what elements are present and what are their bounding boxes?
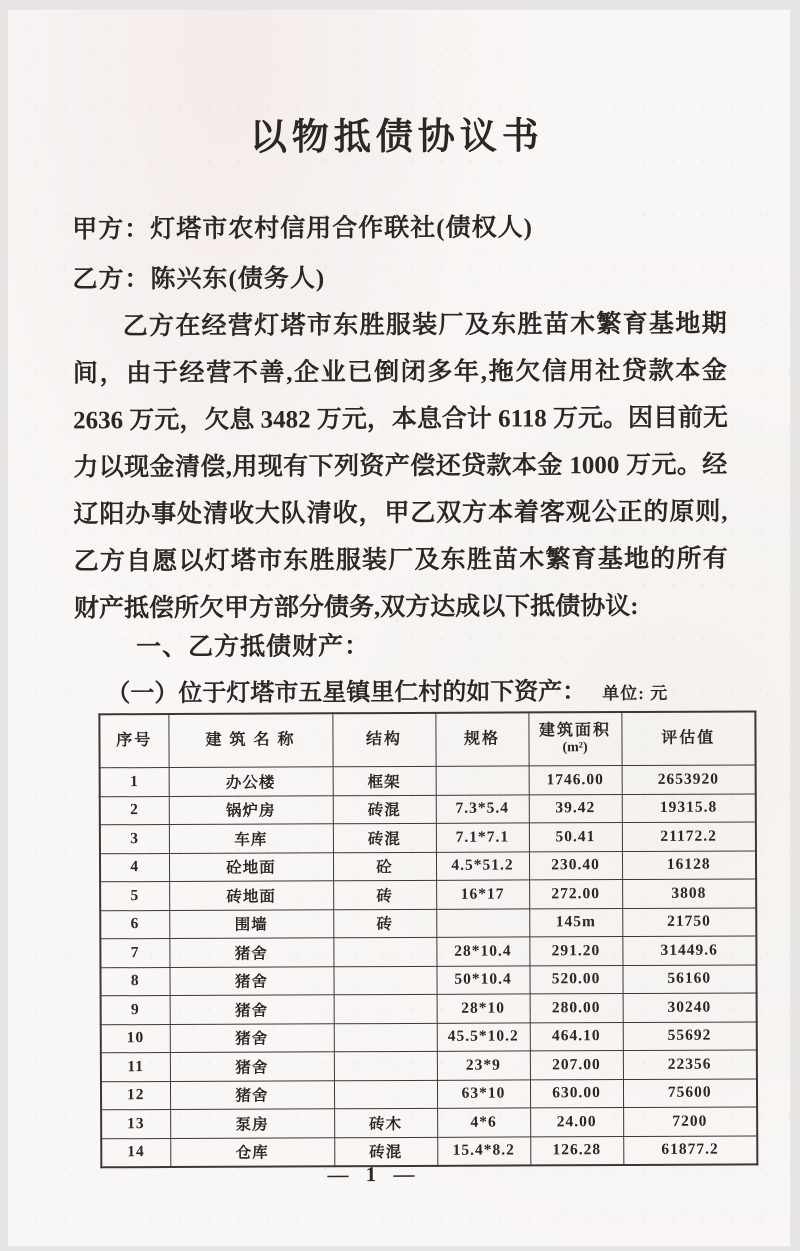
- table-cell: 45.5*10.2: [437, 1022, 530, 1051]
- table-cell: 16*17: [436, 880, 529, 909]
- table-row: [100, 964, 756, 995]
- assets-table: [98, 710, 758, 1168]
- table-cell: 猪舍: [170, 1023, 334, 1052]
- table-cell: 21172.2: [622, 822, 756, 851]
- table-cell: 56160: [622, 964, 756, 993]
- table-cell: 3: [100, 825, 169, 854]
- table-cell: [333, 937, 436, 966]
- subsection-heading: （一）位于灯塔市五星镇里仁村的如下资产：: [106, 679, 587, 708]
- table-cell: 砼地面: [169, 852, 333, 881]
- table-header-cell: 规格: [435, 712, 528, 766]
- table-cell: 锅炉房: [169, 795, 333, 824]
- table-cell: 31449.6: [622, 936, 756, 965]
- table-cell: 28*10.4: [436, 937, 529, 966]
- table-row: [101, 993, 757, 1024]
- table-cell: 464.10: [530, 1022, 623, 1051]
- table-cell: 猪舍: [169, 966, 333, 995]
- paragraph-line: 力以现金清偿,用现有下列资产偿还贷款本金 1000 万元。经: [73, 451, 728, 482]
- table-row: [100, 850, 756, 881]
- table-cell: 3808: [622, 879, 756, 908]
- table-row: [101, 1078, 757, 1109]
- table-cell: [436, 766, 529, 795]
- table-cell: 145m: [529, 908, 622, 937]
- table-row: [101, 1050, 757, 1081]
- scanned-page: [8, 10, 790, 1246]
- table-cell: 11: [101, 1053, 170, 1082]
- table-cell: 63*10: [437, 1079, 530, 1108]
- paragraph-line: 乙方在经营灯塔市东胜服装厂及东胜苗木繁育基地期: [122, 310, 727, 341]
- table-cell: 50*10.4: [436, 965, 529, 994]
- table-cell: 2: [100, 796, 169, 825]
- table-cell: 砼: [333, 852, 436, 881]
- table-row: [100, 936, 756, 967]
- table-cell: [334, 1023, 437, 1052]
- table-cell: 砖混: [334, 1137, 437, 1166]
- table-cell: 16128: [622, 850, 756, 879]
- table-cell: [334, 994, 437, 1023]
- paragraph-line: 辽阳办事处清收大队清收，甲乙双方本着客观公正的原则,: [73, 498, 728, 529]
- subsection-row: [106, 671, 728, 709]
- table-cell: 砖混: [333, 795, 436, 824]
- table-cell: 围墙: [169, 909, 333, 938]
- table-header-cell: 评估值: [621, 711, 755, 765]
- unit-label: 单位: 元: [602, 683, 669, 704]
- paragraph-line: 间，由于经营不善,企业已倒闭多年,拖欠信用社贷款本金: [72, 357, 727, 388]
- table-cell: 21750: [622, 907, 756, 936]
- table-cell: 520.00: [529, 965, 622, 994]
- table-cell: [334, 1080, 437, 1109]
- table-cell: 272.00: [529, 880, 622, 909]
- table-cell: 砖混: [333, 823, 436, 852]
- table-cell: [436, 908, 529, 937]
- table-cell: 15.4*8.2: [437, 1136, 530, 1165]
- table-cell: 框架: [333, 766, 436, 795]
- table-cell: 23*9: [437, 1051, 530, 1080]
- table-cell: 4.5*51.2: [436, 851, 529, 880]
- table-row: [100, 793, 756, 824]
- table-cell: 50.41: [529, 823, 622, 852]
- table-row: [101, 1107, 757, 1138]
- paragraph-line: 财产抵偿所欠甲方部分债务,双方达成以下抵债协议:: [73, 592, 639, 623]
- table-row: [100, 879, 756, 910]
- party-b-line: 乙方：陈兴东(债务人): [72, 265, 326, 294]
- table-cell: 24.00: [530, 1108, 623, 1137]
- table-cell: 14: [101, 1138, 170, 1167]
- table-cell: 仓库: [170, 1137, 334, 1167]
- table-header-cell: 序号: [99, 714, 168, 768]
- party-a-line: 甲方：灯塔市农村信用合作联社(债权人): [72, 214, 533, 244]
- table-cell: 207.00: [530, 1051, 623, 1080]
- table-cell: 75600: [623, 1078, 757, 1107]
- table-cell: 砖: [333, 880, 436, 909]
- table-cell: 8: [100, 967, 169, 996]
- table-header-row: [99, 711, 755, 767]
- table-cell: 12: [101, 1081, 170, 1110]
- table-cell: 2653920: [622, 765, 756, 794]
- table-cell: 61877.2: [623, 1135, 757, 1165]
- table-cell: [334, 1051, 437, 1080]
- paragraph-line: 2636 万元，欠息 3482 万元，本息合计 6118 万元。因目前无: [73, 404, 729, 435]
- table-cell: 1: [100, 768, 169, 797]
- table-cell: 砖: [333, 909, 436, 938]
- table-cell: 28*10: [437, 994, 530, 1023]
- table-cell: 630.00: [530, 1079, 623, 1108]
- table-cell: 126.28: [530, 1136, 623, 1165]
- table-cell: 7.1*7.1: [436, 823, 529, 852]
- table-row: [101, 1021, 757, 1052]
- table-cell: 6: [100, 910, 169, 939]
- table-cell: 猪舍: [170, 1080, 334, 1109]
- table-row: [100, 765, 756, 796]
- table-cell: 22356: [623, 1050, 757, 1079]
- table-cell: 30240: [623, 993, 757, 1022]
- table-cell: 猪舍: [170, 995, 334, 1024]
- table-cell: 39.42: [529, 794, 622, 823]
- table-cell: 猪舍: [169, 938, 333, 967]
- document-content: [5, 8, 792, 1247]
- table-cell: 291.20: [529, 937, 622, 966]
- body-paragraph: [73, 301, 728, 633]
- table-cell: 10: [101, 1024, 170, 1053]
- table-header-cell: 建筑面积 (m²): [528, 712, 621, 766]
- table-cell: 280.00: [530, 994, 623, 1023]
- section-heading: 一、乙方抵债财产：: [136, 633, 371, 662]
- table-cell: 19315.8: [622, 793, 756, 822]
- table-cell: 5: [100, 882, 169, 911]
- table-cell: 1746.00: [529, 766, 622, 795]
- table-cell: 4: [100, 853, 169, 882]
- table-cell: 车库: [169, 824, 333, 853]
- table-cell: 7200: [623, 1107, 757, 1136]
- table-cell: 泵房: [170, 1109, 334, 1138]
- table-cell: 13: [101, 1110, 170, 1139]
- paragraph-line: 乙方自愿以灯塔市东胜服装厂及东胜苗木繁育基地的所有: [73, 545, 728, 576]
- table-cell: 7.3*5.4: [436, 794, 529, 823]
- table-cell: 猪舍: [170, 1052, 334, 1081]
- table-cell: 55692: [623, 1021, 757, 1050]
- table-cell: 砖木: [334, 1108, 437, 1137]
- table-cell: 7: [100, 939, 169, 968]
- table-cell: 砖地面: [169, 881, 333, 910]
- table-cell: [333, 966, 436, 995]
- table-cell: 9: [101, 996, 170, 1025]
- table-row: [100, 907, 756, 938]
- table-cell: 230.40: [529, 851, 622, 880]
- document-title: 以物抵债协议书: [249, 116, 544, 159]
- table-cell: 4*6: [437, 1108, 530, 1137]
- table-header-cell: 结构: [332, 713, 435, 767]
- table-cell: 办公楼: [169, 767, 333, 796]
- table-row: [100, 822, 756, 853]
- table-header-cell: 建 筑 名 称: [168, 713, 332, 767]
- page-number: — 1 —: [327, 1161, 421, 1187]
